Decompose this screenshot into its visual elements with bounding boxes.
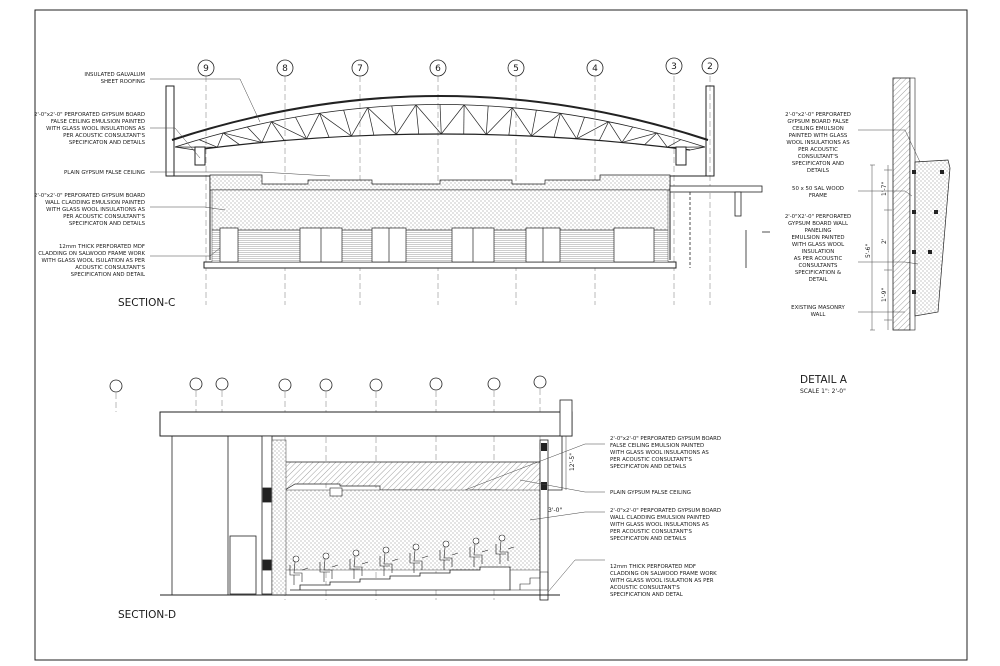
- dimension: 5'-6": [865, 243, 872, 258]
- section-d-column-mark: [541, 482, 547, 490]
- section-c-false-ceiling: [210, 175, 670, 190]
- grid-bubble: [198, 60, 214, 76]
- grid-bubble: [508, 60, 524, 76]
- section-c-notes: [34, 72, 146, 278]
- grid-bubble: [277, 60, 293, 76]
- dimension: 3'-0": [548, 507, 563, 514]
- grid-label: 8: [282, 64, 288, 74]
- section-d: [110, 376, 721, 621]
- note-d-wall-cladding: 2'-0"x2'-0" PERFORATED GYPSUM BOARD WALL CLADDING EMULSION PAINTED WITH GLASS WOOL INSULATIONS AS PER ACOUSTIC CONSULTANT'S SPECIFICATON AND DETAILS: [610, 508, 722, 542]
- grid-label: 4: [592, 64, 598, 74]
- note-roofing: INSULATED GALVALUM SHEET ROOFING: [84, 72, 145, 85]
- grid-bubble: [587, 60, 603, 76]
- grid-label: 7: [357, 64, 363, 74]
- seated-figure-head: [293, 556, 299, 562]
- grid-bubble: [534, 376, 546, 388]
- note-d-false-ceiling: 2'-0"x2'-0" PERFORATED GYPSUM BOARD FALSE CEILING EMULSION PAINTED WITH GLASS WOOL INSULATIONS AS PER ACOUSTIC CONSULTANT'S SPECIFICATON AND DETAILS: [610, 436, 722, 470]
- seated-figure-head: [323, 553, 329, 559]
- section-d-column-mark: [541, 443, 547, 451]
- grid-label: 2: [707, 62, 713, 72]
- seated-figure-head: [413, 544, 419, 550]
- note-wall-cladding: 2'-0"x2'-0" PERFORATED GYPSUM BOARD WALL CLADDING EMULSION PAINTED WITH GLASS WOOL INSULATIONS AS PER ACOUSTIC CONSULTANT'S SPECIFICATON AND DETAILS: [33, 193, 145, 227]
- grid-bubble: [352, 60, 368, 76]
- note-d-mdf-cladding: 12mm THICK PERFORATED MDF CLADDING ON SALWOOD FRAME WORK WITH GLASS WOOL ISULATION AS PER ACOUSTIC CONSULTANT'S SPECIFICATION AND DETAL: [610, 564, 717, 598]
- projector: [330, 488, 342, 496]
- dimension: 12'-5": [569, 452, 576, 472]
- section-d-roof-slab: [160, 412, 572, 436]
- section-d-wall-cladding: [285, 490, 540, 570]
- section-d-left-block: [172, 436, 272, 595]
- grid-bubble: [430, 378, 442, 390]
- grid-label: 9: [203, 64, 209, 74]
- note-detail-masonry: EXISTING MASONRY WALL: [791, 305, 845, 318]
- section-d-parapet: [560, 400, 572, 436]
- seated-figure-head: [499, 535, 505, 541]
- note-d-plain-ceiling: PLAIN GYPSUM FALSE CEILING: [610, 490, 691, 496]
- grid-bubble: [370, 379, 382, 391]
- grid-bubble: [190, 378, 202, 390]
- seated-figure-head: [383, 547, 389, 553]
- section-d-side-wall: [272, 440, 286, 595]
- grid-label: 5: [513, 64, 519, 74]
- section-d-right-ledge: [548, 436, 562, 490]
- detail-a: [785, 78, 950, 395]
- section-d-grid-bubbles: [110, 376, 546, 392]
- section-c-title: SECTION-C: [118, 297, 176, 309]
- detail-a-title: DETAIL A: [800, 374, 847, 386]
- seated-figure-head: [353, 550, 359, 556]
- grid-label: 3: [671, 62, 677, 72]
- grid-bubble: [216, 378, 228, 390]
- section-c-wall-cladding: [212, 190, 668, 230]
- masonry-wall: [893, 78, 910, 330]
- grid-bubble: [702, 58, 718, 74]
- detail-notes: [785, 112, 851, 318]
- seating-steps: [290, 567, 510, 590]
- grid-bubble: [488, 378, 500, 390]
- dimension: 1'-9": [881, 287, 888, 302]
- grid-bubble: [430, 60, 446, 76]
- seated-figure-head: [473, 538, 479, 544]
- seated-figure-head: [443, 541, 449, 547]
- grid-label: 6: [435, 64, 441, 74]
- section-d-notes: [610, 436, 721, 598]
- note-plain-ceiling: PLAIN GYPSUM FALSE CEILING: [64, 170, 145, 176]
- section-c-mdf-cladding: [212, 230, 668, 262]
- detail-dimensions: [865, 182, 888, 302]
- grid-bubble: [110, 380, 122, 392]
- detail-a-scale: SCALE 1": 2'-0": [800, 388, 846, 395]
- note-detail-frame: 50 x 50 SAL WOOD FRAME: [792, 186, 844, 199]
- dimension: 1'-7": [881, 181, 888, 196]
- grid-bubble: [320, 379, 332, 391]
- section-c-extension: [670, 186, 770, 268]
- note-detail-paneling: 2'-0"X2'-0" PERFORATED GYPSUM BOARD WALL PANELING EMULSION PAINTED WITH GLASS WOOL INSULATION AS PER ACOUSTIC CONSULTANTS SPECIFICATION & DETAIL: [784, 214, 852, 283]
- section-d-title: SECTION-D: [118, 609, 177, 621]
- section-c-grid-bubbles: [198, 58, 718, 76]
- note-mdf-cladding: 12mm THICK PERFORATED MDF CLADDING ON SALWOOD FRAME WORK WITH GLASS WOOL ISULATION AS PER ACOUSTIC CONSULTANT'S SPECIFICATION AND DETAIL: [38, 244, 145, 278]
- roof-truss: [172, 96, 708, 150]
- section-c: [34, 58, 770, 309]
- note-detail-ceiling: 2'-0"x2'-0" PERFORATED GYPSUM BOARD FALSE CEILING EMULSION PAINTED WITH GLASS WOOL INSULATIONS AS PER ACOUSTIC CONSULTANT'S SPECIFICATON AND DETAILS: [785, 112, 851, 174]
- dimension: 2': [881, 238, 888, 244]
- note-false-ceiling: 2'-0"x2'-0" PERFORATED GYPSUM BOARD FALSE CEILING EMULSION PAINTED WITH GLASS WOOL INSULATIONS AS PER ACOUSTIC CONSULTANT'S SPECIFICATON AND DETAILS: [33, 112, 145, 146]
- section-d-right-wall: [540, 440, 548, 600]
- grid-bubble: [279, 379, 291, 391]
- detail-ceiling-profile: [915, 160, 950, 316]
- grid-bubble: [666, 58, 682, 74]
